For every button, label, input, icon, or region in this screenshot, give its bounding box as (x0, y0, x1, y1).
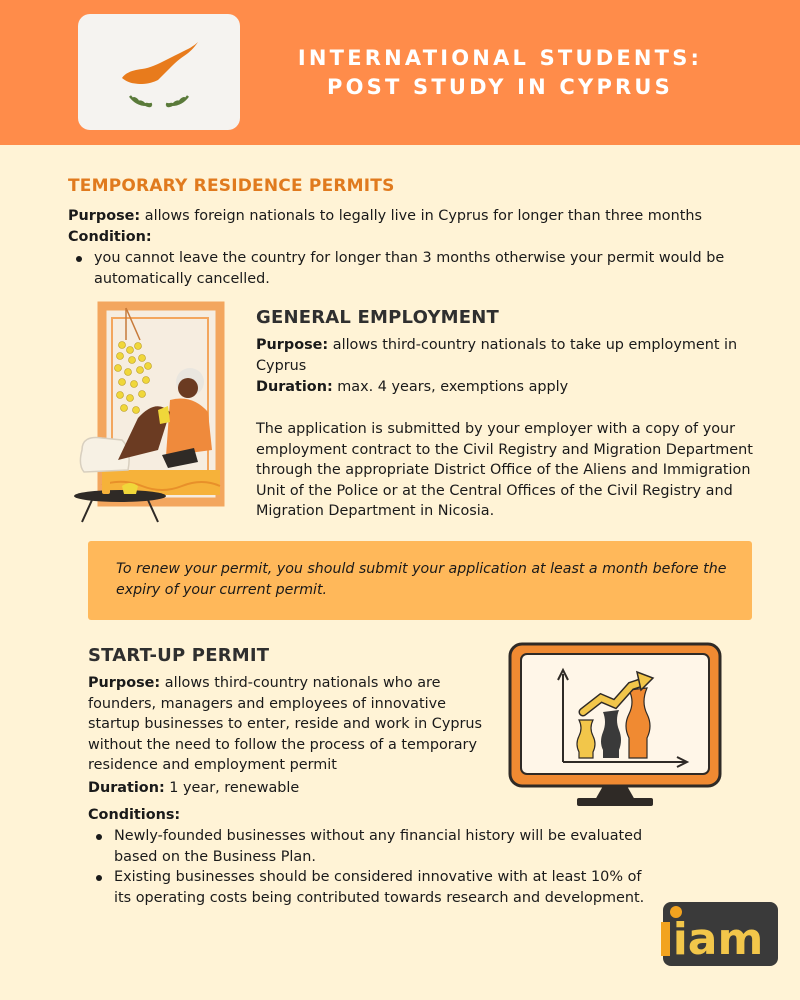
header-banner (0, 0, 800, 145)
iam-logo-text: iam (672, 914, 764, 965)
growth-chart-monitor-illustration (505, 640, 723, 812)
woman-reading-illustration (62, 300, 242, 530)
startup-purpose (88, 673, 496, 776)
temporary-condition-list (68, 248, 748, 289)
startup-conditions-label (88, 805, 180, 826)
conditions-label: Conditions: (88, 807, 181, 823)
page-title-line2: POST STUDY IN CYPRUS (327, 75, 673, 99)
temporary-condition-label (68, 227, 152, 248)
renewal-note-text: To renew your permit, you should submit your application at least a month before the expiry of your current permit. (116, 561, 727, 598)
list-item: Newly-founded businesses without any financial history will be evaluated based on the Business Plan. (88, 826, 658, 867)
list-item: Existing businesses should be considered innovative with at least 10% of its operating costs being contributed towards research and development. (88, 867, 658, 908)
purpose-text: allows third-country nationals to take up employment in Cyprus (256, 337, 738, 374)
duration-label: Duration: (256, 379, 333, 395)
general-duration (256, 377, 756, 398)
general-purpose (256, 335, 756, 376)
page-title-line1: INTERNATIONAL STUDENTS: (297, 46, 703, 70)
general-paragraph: The application is submitted by your employer with a copy of your employment contract to the Civil Registry and Migration Department through the appropriate District Office of the Aliens and Immigration Unit of the Police or at the Central Offices of the Civil Registry and Migration Department in Nicosia. (256, 421, 753, 519)
purpose-text: allows third-country nationals who are founders, managers and employees of innovative startup businesses to enter, reside and work in Cyprus without the need to follow the process of a temporary residence and employment permit (88, 675, 483, 773)
startup-duration (88, 778, 488, 799)
purpose-text: allows foreign nationals to legally live in Cyprus for longer than three months (140, 208, 702, 224)
purpose-label: Purpose: (88, 675, 161, 691)
renewal-note (88, 541, 752, 620)
temporary-residence-heading: TEMPORARY RESIDENCE PERMITS (68, 176, 395, 196)
temporary-purpose (68, 206, 768, 227)
list-item: you cannot leave the country for longer than 3 months otherwise your permit would be automatically cancelled. (68, 248, 748, 289)
cyprus-flag-icon (78, 14, 240, 130)
duration-text: 1 year, renewable (164, 780, 300, 796)
condition-label: Condition: (68, 229, 152, 245)
purpose-label: Purpose: (68, 208, 141, 224)
iam-logo (663, 902, 778, 966)
duration-label: Duration: (88, 780, 165, 796)
duration-text: max. 4 years, exemptions apply (332, 379, 569, 395)
startup-conditions-list (88, 826, 658, 908)
startup-permit-heading: START-UP PERMIT (88, 645, 270, 666)
purpose-label: Purpose: (256, 337, 329, 353)
general-employment-heading: GENERAL EMPLOYMENT (256, 307, 500, 328)
page-title (265, 44, 735, 102)
